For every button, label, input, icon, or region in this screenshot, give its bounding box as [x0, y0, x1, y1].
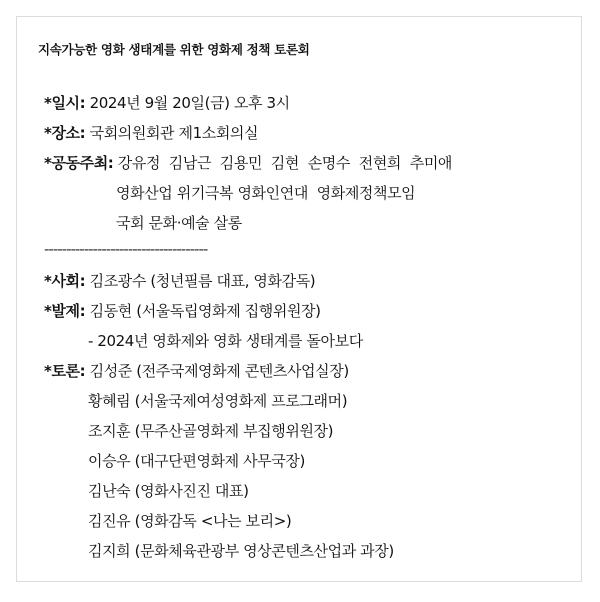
moderator-row	[44, 270, 315, 291]
moderator-label: *사회:	[44, 272, 86, 290]
hosts-row	[44, 152, 452, 173]
panelist: 김지희 (문화체육관광부 영상콘텐츠산업과 과장)	[88, 542, 394, 560]
date-value: 2024년 9월 20일(금) 오후 3시	[89, 94, 290, 112]
panelist: 황혜림 (서울국제여성영화제 프로그래머)	[88, 392, 348, 410]
panelist: 이승우 (대구단편영화제 사무국장)	[88, 452, 305, 470]
place-label: *장소:	[44, 124, 86, 142]
place-value: 국회의원회관 제1소회의실	[89, 124, 259, 142]
document-title: 지속가능한 영화 생태계를 위한 영화제 정책 토론회	[38, 42, 310, 57]
presenter-row	[44, 300, 321, 321]
panelist: 김성준 (전주국제영화제 콘텐츠사업실장)	[89, 362, 349, 380]
discussion-label: *토론:	[44, 362, 86, 380]
hosts-label: *공동주최:	[44, 154, 114, 172]
date-row	[44, 92, 290, 113]
presenter-topic: - 2024년 영화제와 영화 생태계를 돌아보다	[88, 332, 363, 350]
panelist: 김진유 (영화감독 <나는 보리>)	[88, 512, 292, 530]
panelist: 김난숙 (영화사진진 대표)	[88, 482, 249, 500]
hosts-line-3: 국회 문화·예술 살롱	[116, 214, 242, 232]
hosts-line-2: 영화산업 위기극복 영화인연대 영화제정책모임	[116, 184, 416, 202]
discussion-row	[44, 360, 349, 381]
presenter-label: *발제:	[44, 302, 86, 320]
date-label: *일시:	[44, 94, 86, 112]
panelist: 조지훈 (무주산골영화제 부집행위원장)	[88, 422, 334, 440]
presenter-value: 김동현 (서울독립영화제 집행위원장)	[89, 302, 321, 320]
hosts-line-1: 강유정 김남근 김용민 김현 손명수 전현희 추미애	[117, 154, 453, 172]
moderator-value: 김조광수 (청년필름 대표, 영화감독)	[89, 272, 316, 290]
section-separator: -------------------------------------	[44, 240, 208, 258]
place-row	[44, 122, 258, 143]
